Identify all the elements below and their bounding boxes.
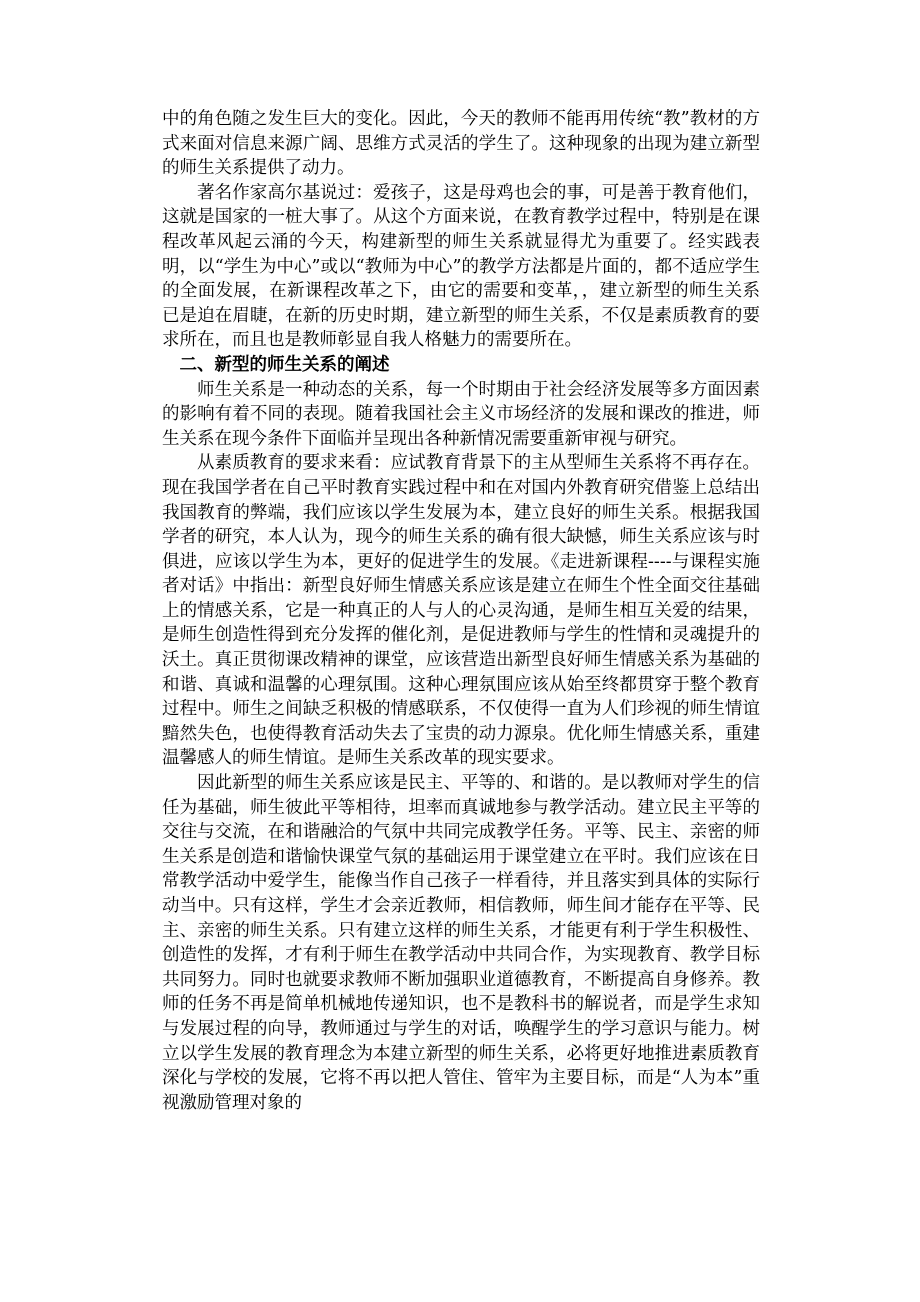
paragraph-quality-education: 从素质教育的要求来看：应试教育背景下的主从型师生关系将不再存在。现在我国学者在自己平时教育实践过程中和在对国内外教育研究借鉴上总结出我国教育的弊端，我们应该以学生发展为本，建立良好的师生关系。根据我国学者的研究，本人认为，现今的师生关系的确有很大缺憾，师生关系应该与时俱进，应该以学生为本，更好的促进学生的发展。《走进新课程----与课程实施者对话》中指出：新型良好师生情感关系应该是建立在师生个性全面交往基础上的情感关系，它是一种真正的人与人的心灵沟通，是师生相互关爱的结果，是师生创造性得到充分发挥的催化剂，是促进教师与学生的性情和灵魂提升的沃土。真正贯彻课改精神的课堂，应该营造出新型良好师生情感关系为基础的和谐、真诚和温馨的心理氛围。这种心理氛围应该从始至终都贯穿于整个教育过程中。师生之间缺乏积极的情感联系，不仅使得一直为人们珍视的师生情谊黯然失色，也使得教育活动失去了宝贵的动力源泉。优化师生情感关系，重建温馨感人的师生情谊。是师生关系改革的现实要求。 xyxy=(162,453,760,769)
document-page xyxy=(162,107,760,1115)
paragraph-democratic-relationship: 因此新型的师生关系应该是民主、平等的、和谐的。是以教师对学生的信任为基础，师生彼此平等相待，坦率而真诚地参与教学活动。建立民主平等的交往与交流，在和谐融洽的气氛中共同完成教学任务。平等、民主、亲密的师生关系是创造和谐愉快课堂气氛的基础运用于课堂建立在平时。我们应该在日常教学活动中爱学生，能像当作自己孩子一样看待，并且落实到具体的实际行动当中。只有这样，学生才会亲近教师，相信教师，师生间才能存在平等、民主、亲密的师生关系。只有建立这样的师生关系，才能更有利于学生积极性、创造性的发挥，才有利于师生在教学活动中共同合作，为实现教育、教学目标共同努力。同时也就要求教师不断加强职业道德教育，不断提高自身修养。教师的任务不再是简单机械地传递知识，也不是教科书的解说者，而是学生求知与发展过程的向导，教师通过与学生的对话，唤醒学生的学习意识与能力。树立以学生发展的教育理念为本建立新型的师生关系，必将更好地推进素质教育深化与学校的发展，它将不再以把人管住、管牢为主要目标，而是“人为本”重视激励管理对象的 xyxy=(162,773,760,1113)
continued-paragraph: 中的角色随之发生巨大的变化。因此，今天的教师不能再用传统“教”教材的方式来面对信息来源广阔、思维方式灵活的学生了。这种现象的出现为建立新型的师生关系提供了动力。 xyxy=(162,109,760,179)
paragraph-gorky-quote: 著名作家高尔基说过：爱孩子，这是母鸡也会的事，可是善于教育他们，这就是国家的一桩大事了。从这个方面来说，在教育教学过程中，特别是在课程改革风起云涌的今天，构建新型的师生关系就显得尤为重要了。经实践表明，以“学生为中心”或以“教师为中心”的教学方法都是片面的，都不适应学生的全面发展，在新课程改革之下，由它的需要和变革，，建立新型的师生关系已是迫在眉睫，在新的历史时期，建立新型的师生关系，不仅是素质教育的要求所在，而且也是教师彰显自我人格魅力的需要所在。 xyxy=(162,182,760,351)
section-heading: 二、新型的师生关系的阐述 xyxy=(179,354,390,375)
paragraph-dynamic-relationship: 师生关系是一种动态的关系，每一个时期由于社会经济发展等多方面因素的影响有着不同的表现。随着我国社会主义市场经济的发展和课改的推进，师生关系在现今条件下面临并呈现出各种新情况需要重新审视与研究。 xyxy=(162,379,760,449)
